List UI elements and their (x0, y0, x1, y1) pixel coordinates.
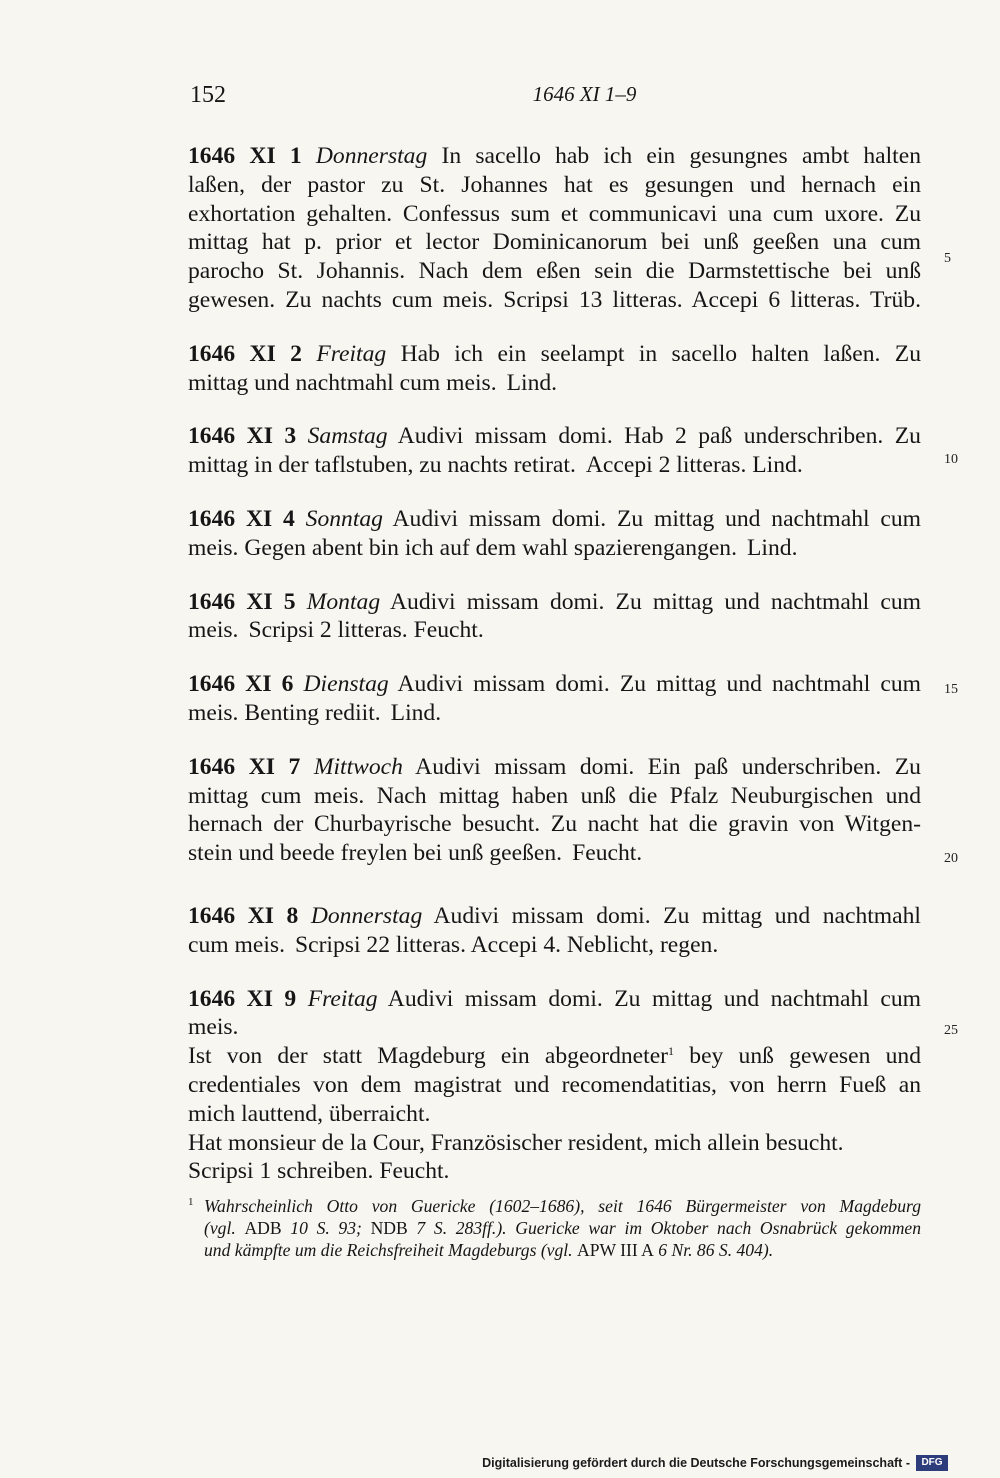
line-number: 10 (944, 452, 958, 467)
footnote-abbreviation: APW III A (576, 1240, 654, 1260)
text-line: Hat monsieur de la Cour, Französischer resident, mich allein besucht. (188, 1129, 844, 1156)
entry-text: Scripsi 2 litteras. Feucht. (248, 617, 484, 644)
entry-weekday: Montag (306, 588, 381, 615)
entry-date: 1646 XI 1 (188, 143, 302, 169)
footnote-text: 6 Nr. 86 S. 404). (658, 1240, 774, 1260)
text-line (188, 505, 921, 534)
text-line (188, 902, 921, 931)
text-line (188, 340, 921, 369)
entry-date: 1646 XI 9 (188, 985, 297, 1012)
diary-entry (188, 670, 921, 728)
text-line: parocho St. Johannis. Nach dem eßen sein die Darmstettische bei unß (188, 258, 921, 285)
text-line (188, 931, 921, 960)
line-number: 15 (944, 682, 958, 697)
text-line (188, 534, 921, 563)
entry-date: 1646 XI 5 (188, 588, 296, 615)
entry-text: mittag in der taflstuben, zu nachts retirat. (188, 452, 576, 479)
entry-text: Lind. (506, 369, 558, 396)
diary-entry (188, 422, 921, 480)
text-line (188, 699, 921, 728)
text-line (188, 616, 921, 645)
entry-date: 1646 XI 8 (188, 902, 299, 929)
entry-weekday: Freitag (316, 340, 387, 367)
entry-text: cum meis. (188, 931, 285, 958)
entry-weekday: Mittwoch (313, 753, 403, 780)
footnote-number: 1 (188, 1196, 194, 1208)
entry-text: Scripsi 13 litteras. Accepi 6 litteras. Trüb. (503, 286, 921, 313)
text-line (188, 985, 921, 1014)
text-line (188, 1042, 921, 1071)
diary-entry (188, 753, 921, 868)
footnote-reference: 1 (668, 1044, 675, 1059)
entry-text: Accepi 2 litteras. Lind. (585, 452, 803, 479)
entry-text: mittag und nachtmahl cum meis. (188, 369, 497, 396)
entry-text: In sacello hab ich ein gesungnes ambt halten (441, 143, 921, 169)
entry-text: meis. Gegen abent bin ich auf dem wahl spazierengangen. (188, 534, 738, 561)
footnote (188, 1195, 921, 1261)
text-line (188, 753, 921, 782)
entry-text: Lind. (390, 699, 442, 726)
diary-entry (188, 340, 921, 398)
running-head: 1646 XI 1–9 (532, 82, 637, 106)
entry-weekday: Donnerstag (315, 143, 428, 169)
footnote-line (204, 1239, 921, 1261)
diary-entry (188, 902, 921, 960)
text-line (188, 670, 921, 699)
text-line: mittag hat p. prior et lector Dominicanorum bei unß geeßen una cum (188, 229, 921, 256)
text-line: mittag cum meis. Nach mittag haben unß die Pfalz Neuburgischen und (188, 782, 921, 809)
entry-text: meis. (188, 617, 239, 644)
diary-text (188, 142, 921, 1211)
entry-text: Ist von der statt Magdeburg ein abgeordneter (188, 1043, 669, 1070)
entry-weekday: Donnerstag (310, 902, 423, 929)
footnote-text: (vgl. (204, 1218, 236, 1238)
diary-entry (188, 588, 921, 646)
entry-text: stein und beede freylen bei unß geeßen. (188, 840, 563, 867)
entry-date: 1646 XI 3 (188, 423, 297, 450)
line-number: 5 (944, 251, 951, 266)
text-line (188, 588, 921, 617)
entry-date: 1646 XI 6 (188, 671, 294, 698)
footnote-text: 7 S. 283ff.). Guericke war im Oktober nach Osnabrück gekommen (416, 1218, 922, 1238)
text-line: mich lauttend, überraicht. (188, 1100, 431, 1127)
footnote-abbreviation: ADB (244, 1218, 282, 1238)
digitization-credit (482, 1452, 948, 1474)
entry-text: Feucht. (572, 840, 643, 867)
entry-weekday: Dienstag (303, 671, 389, 698)
entry-text: Audivi missam domi. Ein paß underschriben. Zu (415, 753, 921, 780)
text-line: hernach der Churbayrische besucht. Zu nacht hat die gravin von Witgen- (188, 811, 921, 838)
diary-entry (188, 985, 921, 1187)
entry-date: 1646 XI 7 (188, 753, 301, 780)
text-line (188, 839, 921, 868)
entry-text: Lind. (747, 534, 798, 561)
text-line (188, 286, 921, 315)
page-number: 152 (190, 82, 226, 108)
entry-text: Audivi missam domi. Zu mittag und nachtmahl cum (387, 985, 921, 1012)
entry-text: bey unß gewesen und (689, 1043, 921, 1070)
text-line (188, 422, 921, 451)
dfg-logo: DFG (916, 1455, 948, 1471)
text-line: laßen, der pastor zu St. Johannes hat es gesungen und hernach ein (188, 171, 921, 198)
entry-weekday: Freitag (307, 985, 378, 1012)
entry-text: Audivi missam domi. Zu mittag und nachtmahl cum (390, 588, 921, 615)
entry-text: Hab ich ein seelampt in sacello halten laßen. Zu (400, 340, 921, 367)
entry-date: 1646 XI 4 (188, 505, 295, 532)
text-line (188, 369, 921, 398)
line-number: 20 (944, 851, 958, 866)
text-line (188, 142, 921, 171)
diary-entry (188, 142, 921, 315)
footnote-line: Wahrscheinlich Otto von Guericke (1602–1686), seit 1646 Bürgermeister von Magdeburg (204, 1196, 921, 1216)
text-line (188, 451, 921, 480)
footnote-line (204, 1217, 921, 1239)
diary-entry (188, 505, 921, 563)
footnote-text: und kämpfte um die Reichsfreiheit Magdeburgs (vgl. (204, 1240, 573, 1260)
line-number: 25 (944, 1023, 958, 1038)
text-line: credentiales von dem magistrat und recomendatitias, von herrn Fueß an (188, 1071, 921, 1098)
text-line: Scripsi 1 schreiben. Feucht. (188, 1158, 450, 1185)
entry-text: meis. Benting rediit. (188, 699, 381, 726)
entry-weekday: Samstag (307, 423, 388, 450)
credit-text: Digitalisierung gefördert durch die Deutsche Forschungsgemeinschaft - (482, 1456, 910, 1470)
text-line: meis. (188, 1014, 239, 1041)
entry-text: Audivi missam domi. Hab 2 paß underschriben. Zu (397, 423, 921, 450)
entry-text: Scripsi 22 litteras. Accepi 4. Neblicht, regen. (294, 931, 719, 958)
entry-weekday: Sonntag (305, 505, 383, 532)
entry-text: Audivi missam domi. Zu mittag und nachtmahl (433, 902, 921, 929)
entry-text: Audivi missam domi. Zu mittag und nachtmahl cum (392, 505, 921, 532)
entry-text: gewesen. Zu nachts cum meis. (188, 286, 494, 313)
entry-date: 1646 XI 2 (188, 340, 302, 367)
footnote-text: 10 S. 93; (290, 1218, 362, 1238)
page-header (188, 82, 921, 116)
footnote-abbreviation: NDB (370, 1218, 408, 1238)
footnote-text (204, 1195, 921, 1261)
entry-text: Audivi missam domi. Zu mittag und nachtmahl cum (397, 671, 921, 698)
text-line: exhortation gehalten. Confessus sum et communicavi una cum uxore. Zu (188, 200, 921, 227)
